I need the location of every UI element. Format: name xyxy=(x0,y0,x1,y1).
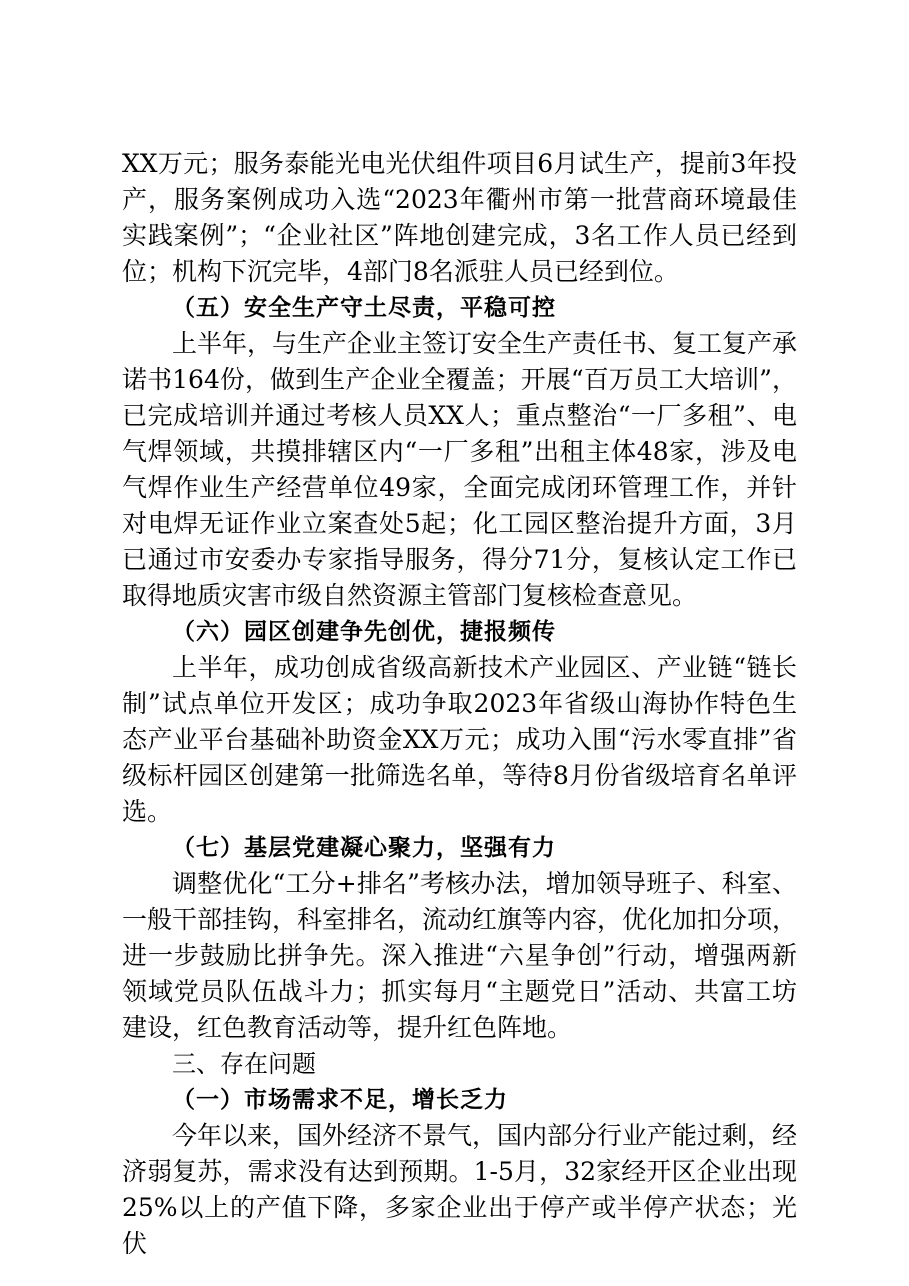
paragraph-safety: 上半年，与生产企业主签订安全生产责任书、复工复产承诺书164份，做到生产企业全覆盖；开展“百万员工大培训”，已完成培训并通过考核人员XX人；重点整治“一厂多租”、电气焊领域，共摸排辖区内“一厂多租”出租主体48家，涉及电气焊作业生产经营单位49家，全面完成闭环管理工作，并针对电焊无证作业立案查处5起；化工园区整治提升方面，3月已通过市安委办专家指导服务，得分71分，复核认定工作已取得地质灾害市级自然资源主管部门复核检查意见。 xyxy=(122,329,798,610)
paragraph-party: 调整优化“工分+排名”考核办法，增加领导班子、科室、一般干部挂钩，科室排名，流动红旗等内容，优化加扣分项，进一步鼓励比拼争先。深入推进“六星争创”行动，增强两新领域党员队伍战斗力；抓实每月“主题党日”活动、共富工坊建设，红色教育活动等，提升红色阵地。 xyxy=(122,869,798,1042)
section-heading-safety: （五）安全生产守土尽责，平稳可控 xyxy=(172,295,556,321)
section-heading-party: （七）基层党建凝心聚力，坚强有力 xyxy=(172,835,556,861)
paragraph-park: 上半年，成功创成省级高新技术产业园区、产业链“链长制”试点单位开发区；成功争取2023年省级山海协作特色生态产业平台基础补助资金XX万元；成功入围“污水零直排”省级标杆园区创建第一批筛选名单，等待8月份省级培育名单评选。 xyxy=(122,653,797,826)
section-heading-park: （六）园区创建争先创优，捷报频传 xyxy=(172,619,556,645)
paragraph-demand: 今年以来，国外经济不景气，国内部分行业产能过剩，经济弱复苏，需求没有达到预期。1-5月，32家经开区企业出现25%以上的产值下降，多家企业出于停产或半停产状态；光伏 xyxy=(122,1121,798,1258)
chapter-heading-problems: 三、存在问题 xyxy=(172,1050,316,1078)
document-body xyxy=(122,146,797,1262)
section-heading-demand: （一）市场需求不足，增长乏力 xyxy=(172,1087,508,1113)
paragraph-continuation: XX万元；服务泰能光电光伏组件项目6月试生产，提前3年投产，服务案例成功入选“2023年衢州市第一批营商环境最佳实践案例”；“企业社区”阵地创建完成，3名工作人员已经到位；机构下沉完毕，4部门8名派驻人员已经到位。 xyxy=(122,149,797,286)
